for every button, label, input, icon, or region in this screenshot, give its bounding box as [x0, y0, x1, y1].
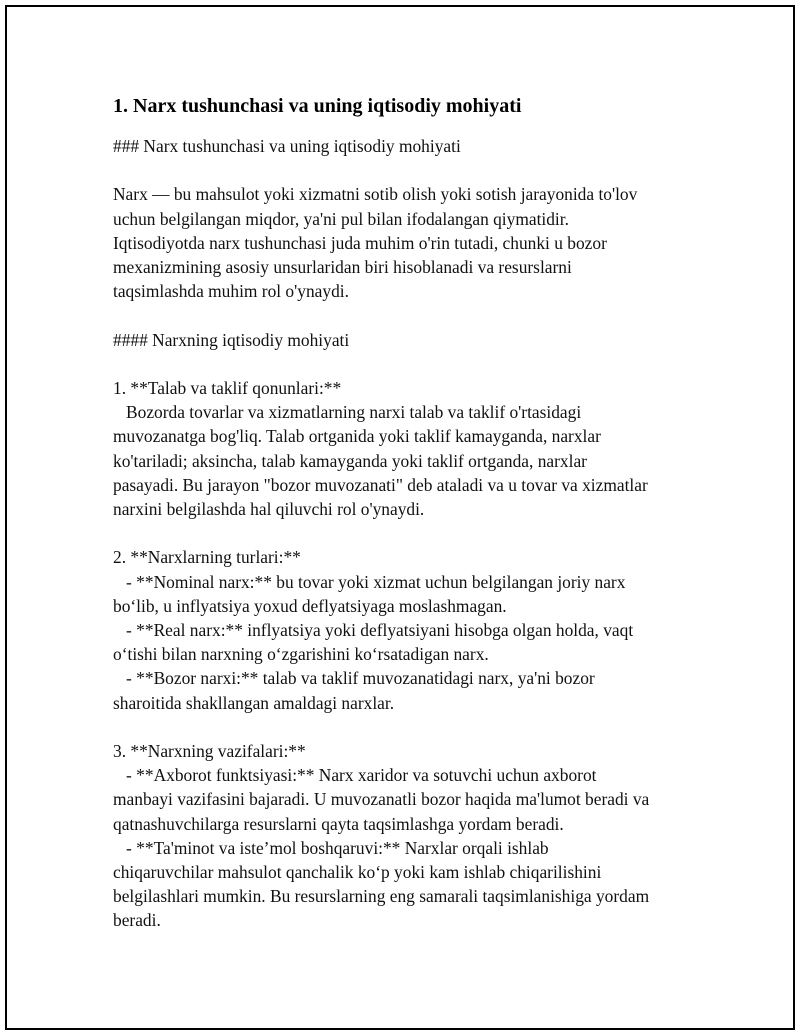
text-line: ko'tariladi; aksincha, talab kamayganda yoki taklif ortganda, narxlar — [113, 450, 587, 471]
text-line: - **Axborot funktsiyasi:** Narx xaridor va sotuvchi uchun axborot — [113, 765, 597, 786]
text-line: - **Ta'minot va iste’mol boshqaruvi:** Narxlar orqali ishlab — [113, 837, 549, 858]
text-line: qatnashuvchilarga resurslarni qayta taqsimlashga yordam beradi. — [113, 813, 564, 834]
text-line — [113, 715, 693, 739]
text-line: o‘tishi bilan narxning o‘zgarishini ko‘rsatadigan narx. — [113, 644, 489, 665]
document-title: 1. Narx tushunchasi va uning iqtisodiy mohiyati — [113, 95, 522, 117]
text-line — [113, 521, 693, 545]
text-line — [113, 352, 693, 376]
text-line: 1. **Talab va taklif qonunlari:** — [113, 377, 342, 398]
text-line: muvozanatga bog'liq. Talab ortganida yoki taklif kamayganda, narxlar — [113, 426, 601, 447]
text-line: manbayi vazifasini bajaradi. U muvozanatli bozor haqida ma'lumot beradi va — [113, 789, 650, 810]
text-line: mexanizmining asosiy unsurlaridan biri hisoblanadi va resurslarni — [113, 257, 572, 277]
text-line: - **Nominal narx:** bu tovar yoki xizmat uchun belgilangan joriy narx — [113, 571, 626, 592]
text-line: - **Real narx:** inflyatsiya yoki deflyatsiyani hisobga olgan holda, vaqt — [113, 620, 634, 640]
text-line: belgilashlari mumkin. Bu resurslarning eng samarali taqsimlanishiga yordam — [113, 886, 650, 907]
text-line: chiqaruvchilar mahsulot qanchalik ko‘p yoki kam ishlab chiqarilishini — [113, 862, 602, 883]
text-line: Bozorda tovarlar va xizmatlarning narxi talab va taklif o'rtasidagi — [113, 402, 582, 423]
text-line: #### Narxning iqtisodiy mohiyati — [113, 329, 350, 350]
text-line: - **Bozor narxi:** talab va taklif muvozanatidagi narx, ya'ni bozor — [113, 668, 595, 689]
text-line: beradi. — [113, 910, 161, 931]
text-line — [113, 158, 693, 182]
text-line: ### Narx tushunchasi va uning iqtisodiy mohiyati — [113, 136, 461, 156]
text-line: narxini belgilashda hal qiluvchi rol o'ynaydi. — [113, 499, 425, 519]
text-line: uchun belgilangan miqdor, ya'ni pul bilan ifodalangan qiymatidir. — [113, 208, 569, 229]
text-line: sharoitida shakllangan amaldagi narxlar. — [113, 692, 395, 713]
text-line: taqsimlashda muhim rol o'ynaydi. — [113, 281, 349, 302]
text-line: 2. **Narxlarning turlari:** — [113, 547, 301, 568]
document-text — [113, 134, 693, 933]
text-line: Narx — bu mahsulot yoki xizmatni sotib olish yoki sotish jarayonida to'lov — [113, 184, 638, 205]
text-line: pasayadi. Bu jarayon "bozor muvozanati" deb ataladi va u tovar va xizmatlar — [113, 474, 648, 495]
text-line — [113, 303, 693, 327]
text-line: Iqtisodiyotda narx tushunchasi juda muhim o'rin tutadi, chunki u bozor — [113, 232, 607, 253]
text-line: 3. **Narxning vazifalari:** — [113, 741, 306, 761]
text-line: bo‘lib, u inflyatsiya yoxud deflyatsiyaga moslashmagan. — [113, 595, 507, 616]
document-body — [113, 92, 693, 933]
